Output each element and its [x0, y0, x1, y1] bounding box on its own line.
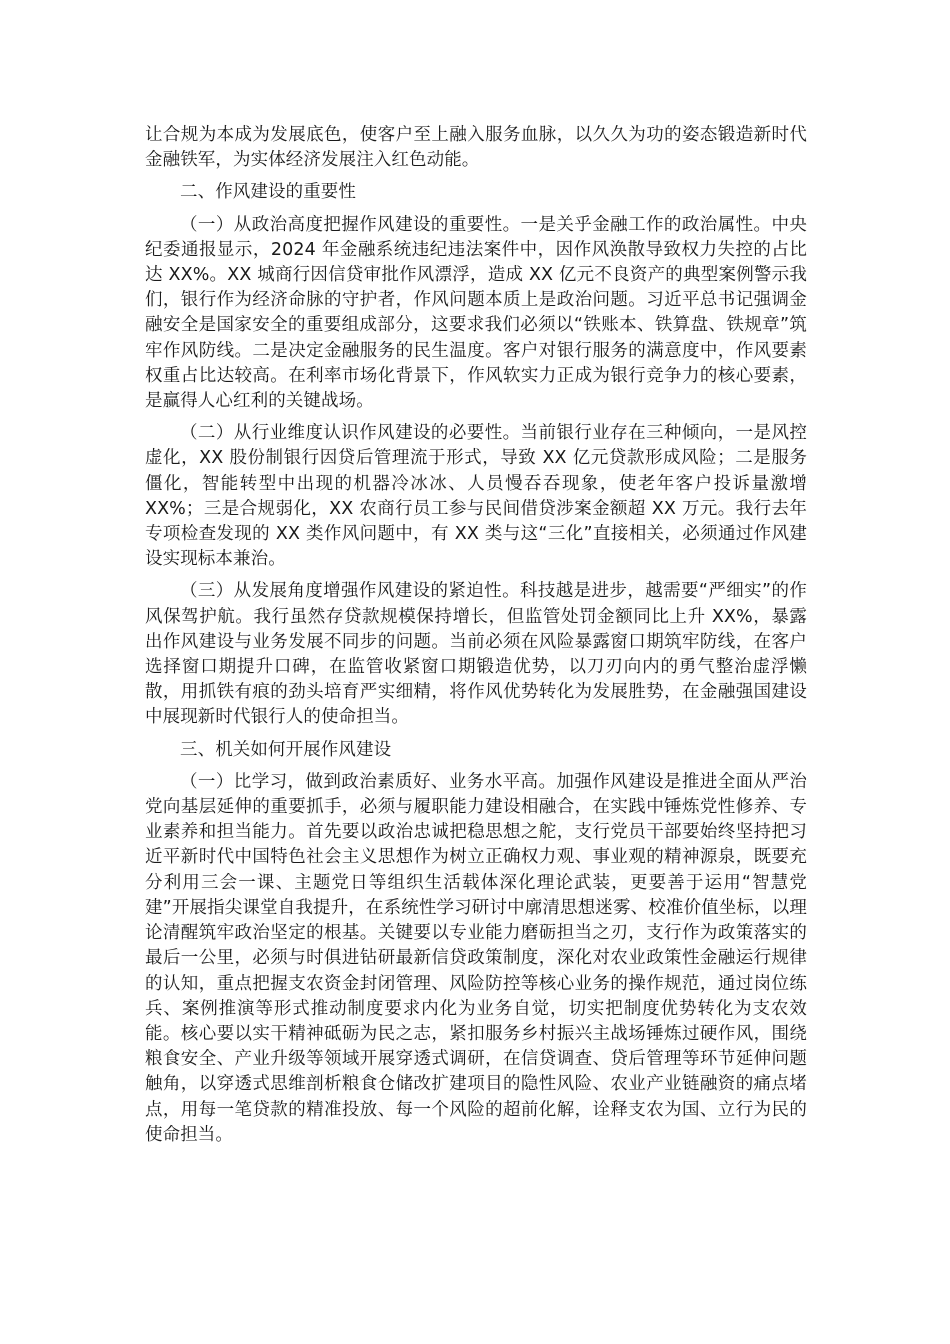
- opening-paragraph: 让合规为本成为发展底色，使客户至上融入服务血脉，以久久为功的姿态锻造新时代金融铁军，为实体经济发展注入红色动能。: [145, 125, 807, 171]
- document-body: [145, 123, 807, 1155]
- section-heading-how-to: 三、机关如何开展作风建设: [180, 739, 392, 760]
- paragraph-development-urgency: （三）从发展角度增强作风建设的紧迫性。科技越是进步，越需要“严细实”的作风保驾护航。我行虽然存贷款规模保持增长，但监管处罚金额同比上升 XX%，暴露出作风建设与业务发展不同步的问题。当前必须在风险暴露窗口期筑牢防线，在客户选择窗口期提升口碑，在监管收紧窗口期锻造优势，以刀刃向内的勇气整治虚浮懒散，用抓铁有痕的劲头培育严实细精，将作风优势转化为发展胜势，在金融强国建设中展现新时代银行人的使命担当。: [145, 581, 807, 728]
- paragraph-industry-necessity: （二）从行业维度认识作风建设的必要性。当前银行业存在三种倾向，一是风控虚化，XX 股份制银行因贷后管理流于形式，导致 XX 亿元贷款形成风险；二是服务僵化，智能转型中出现的机器冷冰冰、人员慢吞吞现象，使老年客户投诉量激增 XX%；三是合规弱化，XX 农商行员工参与民间借贷涉案金额超 XX 万元。我行去年专项检查发现的 XX 类作风问题中，有 XX 类与这“三化”直接相关，必须通过作风建设实现标本兼治。: [145, 423, 807, 570]
- paragraph-political-height: （一）从政治高度把握作风建设的重要性。一是关乎金融工作的政治属性。中央纪委通报显示，2024 年金融系统违纪违法案件中，因作风涣散导致权力失控的占比达 XX%。XX 城商行因信贷审批作风漂浮，造成 XX 亿元不良资产的典型案例警示我们，银行作为经济命脉的守护者，作风问题本质上是政治问题。习近平总书记强调金融安全是国家安全的重要组成部分，这要求我们必须以“铁账本、铁算盘、铁规章”筑牢作风防线。二是决定金融服务的民生温度。客户对银行服务的满意度中，作风要素权重占比达较高。在利率市场化背景下，作风软实力正成为银行竞争力的核心要素，是赢得人心红利的关键战场。: [145, 214, 807, 412]
- paragraph-study-competition: （一）比学习，做到政治素质好、业务水平高。加强作风建设是推进全面从严治党向基层延伸的重要抓手，必须与履职能力建设相融合，在实践中锤炼党性修养、专业素养和担当能力。首先要以政治忠诚把稳思想之舵，支行党员干部要始终坚持把习近平新时代中国特色社会主义思想作为树立正确权力观、事业观的精神源泉，既要充分利用三会一课、主题党日等组织生活载体深化理论武装，更要善于运用“智慧党建”开展指尖课堂自我提升，在系统性学习研讨中廓清思想迷雾、校准价值坐标，以理论清醒筑牢政治坚定的根基。关键要以专业能力磨砺担当之刃，支行作为政策落实的最后一公里，必须与时俱进钻研最新信贷政策制度，深化对农业政策性金融运行规律的认知，重点把握支农资金封闭管理、风险防控等核心业务的操作规范，通过岗位练兵、案例推演等形式推动制度要求内化为业务自觉，切实把制度优势转化为支农效能。核心要以实干精神砥砺为民之志，紧扣服务乡村振兴主战场锤炼过硬作风，围绕粮食安全、产业升级等领域开展穿透式调研，在信贷调查、贷后管理等环节延伸问题触角，以穿透式思维剖析粮食仓储改扩建项目的隐性风险、农业产业链融资的痛点堵点，用每一笔贷款的精准投放、每一个风险的超前化解，诠释支农为国、立行为民的使命担当。: [145, 771, 807, 1145]
- section-heading-importance: 二、作风建设的重要性: [180, 182, 356, 203]
